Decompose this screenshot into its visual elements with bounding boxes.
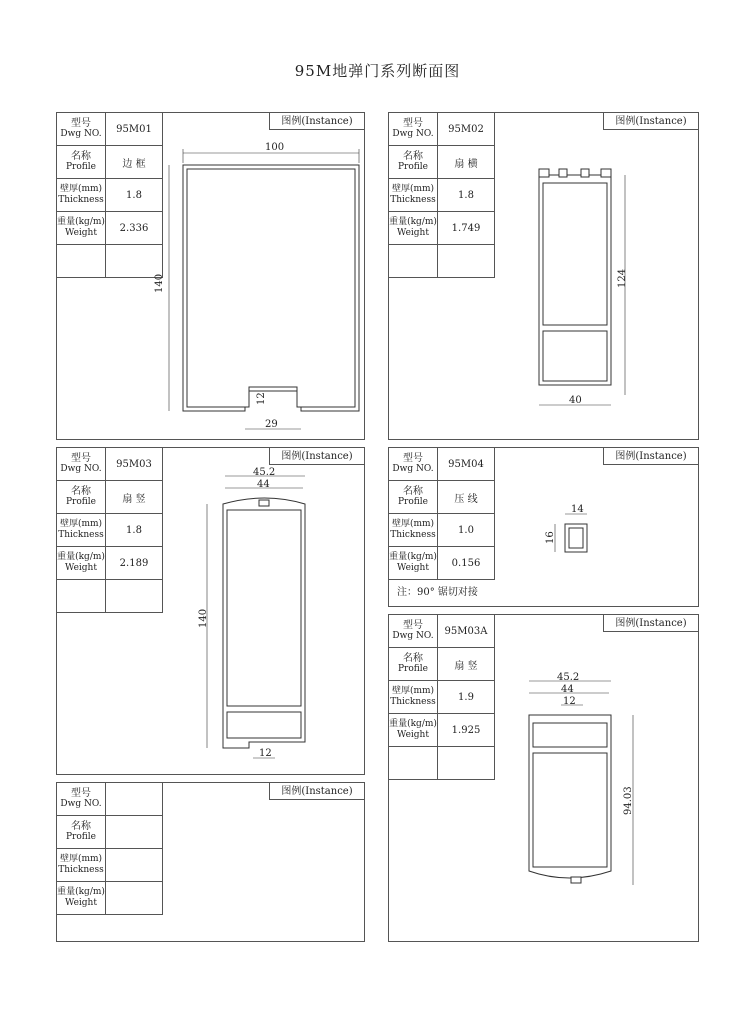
name-label-en: Profile — [398, 497, 428, 507]
dwg-value: 95M03 — [116, 458, 152, 470]
cutting-note: 注：90° 锯切对接 — [397, 587, 478, 598]
dim-width-outer: 45.2 — [253, 467, 276, 478]
thickness-label-cn: 壁厚(mm) — [391, 184, 435, 194]
model-label-cn: 型号 — [71, 453, 91, 464]
dwg-value: 95M04 — [448, 458, 484, 470]
profile-panel-95M01 — [56, 112, 365, 440]
weight-label-cn: 重量(kg/m) — [389, 552, 437, 562]
dim-width-inner: 44 — [257, 479, 270, 490]
thickness-value: 1.0 — [458, 524, 474, 536]
name-label-cn: 名称 — [403, 653, 423, 664]
profile-value — [106, 816, 162, 848]
weight-value — [106, 882, 162, 914]
instance-label: 图例(Instance) — [603, 113, 698, 130]
dim-height: 124 — [617, 268, 628, 288]
thickness-label-cn: 壁厚(mm) — [59, 184, 103, 194]
weight-label-en: Weight — [397, 730, 429, 740]
dim-height: 16 — [545, 531, 556, 544]
thickness-label-en: Thickness — [390, 195, 436, 205]
thickness-value: 1.8 — [458, 189, 474, 201]
model-label-en: Dwg NO. — [60, 129, 102, 139]
weight-label-en: Weight — [397, 563, 429, 573]
model-label-en: Dwg NO. — [392, 464, 434, 474]
weight-value: 1.925 — [451, 724, 481, 736]
spec-table — [57, 783, 163, 915]
profile-drawing — [389, 113, 700, 441]
model-label-cn: 型号 — [403, 453, 423, 464]
thickness-label-cn: 壁厚(mm) — [391, 686, 435, 696]
thickness-value: 1.8 — [126, 189, 142, 201]
dwg-value — [106, 783, 162, 815]
weight-label-cn: 重量(kg/m) — [57, 887, 105, 897]
dim-width-inner: 44 — [561, 684, 574, 695]
profile-drawing — [389, 615, 700, 943]
profile-panel-empty — [56, 782, 365, 942]
weight-label-en: Weight — [397, 228, 429, 238]
name-label-en: Profile — [66, 832, 96, 842]
profile-panel-95M03 — [56, 447, 365, 775]
thickness-label-en: Thickness — [58, 865, 104, 875]
name-label-en: Profile — [398, 664, 428, 674]
thickness-value: 1.8 — [126, 524, 142, 536]
thickness-label-en: Thickness — [390, 530, 436, 540]
weight-label-en: Weight — [65, 898, 97, 908]
profile-value: 压 线 — [454, 493, 478, 505]
dim-height: 140 — [198, 608, 209, 628]
dim-slot-height: 12 — [256, 392, 267, 405]
instance-label: 图例(Instance) — [269, 113, 364, 130]
thickness-label-en: Thickness — [58, 195, 104, 205]
name-label-cn: 名称 — [71, 821, 91, 832]
model-label-cn: 型号 — [403, 118, 423, 129]
model-label-en: Dwg NO. — [392, 129, 434, 139]
page-title: 95M地弹门系列断面图 — [294, 62, 461, 80]
name-label-cn: 名称 — [403, 486, 423, 497]
weight-value: 1.749 — [451, 222, 481, 234]
model-label-en: Dwg NO. — [60, 464, 102, 474]
dim-width: 40 — [569, 395, 582, 406]
weight-label-cn: 重量(kg/m) — [389, 719, 437, 729]
dim-width: 100 — [265, 142, 285, 153]
dwg-value: 95M01 — [116, 123, 152, 135]
model-label-en: Dwg NO. — [392, 631, 434, 641]
thickness-value: 1.9 — [458, 691, 474, 703]
weight-label-en: Weight — [65, 563, 97, 573]
thickness-value — [106, 849, 162, 881]
dim-height: 140 — [154, 273, 165, 293]
profile-drawing — [57, 113, 366, 441]
name-label-en: Profile — [398, 162, 428, 172]
model-label-en: Dwg NO. — [60, 799, 102, 809]
weight-value: 2.189 — [119, 557, 149, 569]
profile-value: 扇 横 — [454, 158, 478, 170]
model-label-cn: 型号 — [71, 118, 91, 129]
name-label-en: Profile — [66, 162, 96, 172]
name-label-cn: 名称 — [71, 486, 91, 497]
dim-width: 14 — [571, 504, 584, 515]
profile-panel-95M03A — [388, 614, 699, 942]
profile-panel-95M02 — [388, 112, 699, 440]
profile-drawing — [57, 448, 366, 776]
weight-value: 0.156 — [451, 557, 481, 569]
thickness-label-cn: 壁厚(mm) — [391, 519, 435, 529]
model-label-cn: 型号 — [403, 620, 423, 631]
weight-label-cn: 重量(kg/m) — [57, 552, 105, 562]
dim-width-outer: 45.2 — [557, 672, 580, 683]
weight-label-cn: 重量(kg/m) — [389, 217, 437, 227]
dwg-value: 95M03A — [444, 625, 488, 637]
dim-height: 94.03 — [623, 786, 634, 815]
instance-label: 图例(Instance) — [269, 783, 364, 800]
thickness-label-cn: 壁厚(mm) — [59, 854, 103, 864]
dwg-value: 95M02 — [448, 123, 484, 135]
instance-label: 图例(Instance) — [269, 448, 364, 465]
name-label-en: Profile — [66, 497, 96, 507]
weight-label-cn: 重量(kg/m) — [57, 217, 105, 227]
profile-value: 扇 竖 — [122, 493, 146, 505]
profile-value: 边 框 — [122, 158, 146, 170]
profile-panel-95M04 — [388, 447, 699, 607]
instance-label: 图例(Instance) — [603, 448, 698, 465]
name-label-cn: 名称 — [71, 151, 91, 162]
thickness-label-cn: 壁厚(mm) — [59, 519, 103, 529]
thickness-label-en: Thickness — [58, 530, 104, 540]
thickness-label-en: Thickness — [390, 697, 436, 707]
dim-slot-width: 12 — [563, 696, 576, 707]
profile-drawing — [389, 448, 700, 608]
instance-label: 图例(Instance) — [603, 615, 698, 632]
weight-label-en: Weight — [65, 228, 97, 238]
name-label-cn: 名称 — [403, 151, 423, 162]
profile-value: 扇 竖 — [454, 660, 478, 672]
model-label-cn: 型号 — [71, 788, 91, 799]
weight-value: 2.336 — [119, 222, 149, 234]
dim-slot-width: 29 — [265, 419, 278, 430]
dim-bottom: 12 — [259, 748, 272, 759]
